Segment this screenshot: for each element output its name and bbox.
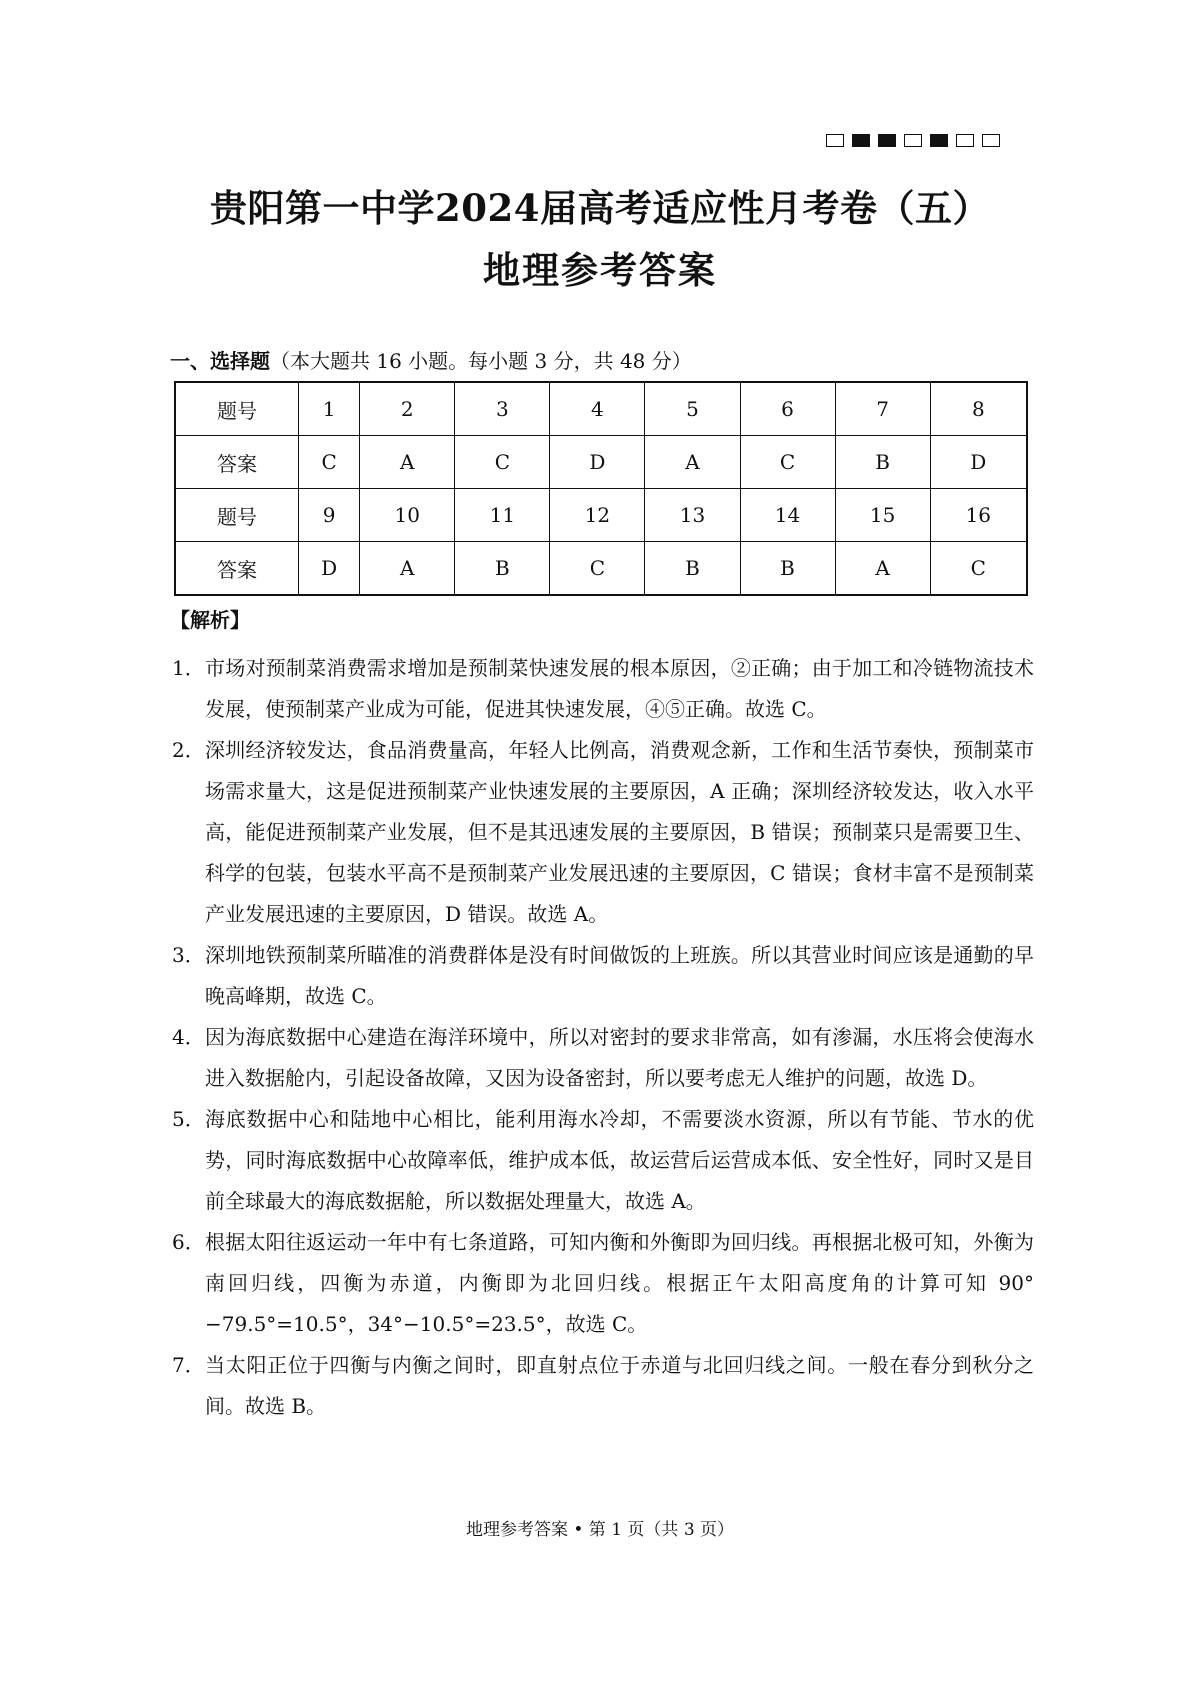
item-number: 1． — [172, 656, 205, 680]
table-cell: 5 — [645, 382, 740, 436]
item-number: 5． — [172, 1107, 205, 1131]
section-heading — [170, 345, 692, 374]
header-mark — [904, 134, 922, 147]
table-cell: A — [645, 436, 740, 489]
row-label: 题号 — [175, 489, 299, 542]
page-footer: 地理参考答案 • 第 1 页（共 3 页） — [465, 1520, 735, 1540]
header-mark — [852, 134, 870, 147]
table-cell: D — [299, 542, 360, 596]
item-text: 海底数据中心和陆地中心相比，能利用海水冷却，不需要淡水资源，所以有节能、节水的优势，同时海底数据中心故障率低，维护成本低，故运营后运营成本低、安全性好，同时又是目前全球最大的海底数据舱，所以数据处理量大，故选 A。 — [205, 1107, 1034, 1213]
item-text: 当太阳正位于四衡与内衡之间时，即直射点位于赤道与北回归线之间。一般在春分到秋分之间。故选 B。 — [205, 1353, 1034, 1418]
item-text: 因为海底数据中心建造在海洋环境中，所以对密封的要求非常高，如有渗漏，水压将会使海水进入数据舱内，引起设备故障，又因为设备密封，所以要考虑无人维护的问题，故选 D。 — [205, 1025, 1034, 1090]
table-row — [175, 382, 1027, 436]
table-cell: 10 — [360, 489, 455, 542]
row-label: 答案 — [175, 542, 299, 596]
item-text: 根据太阳往返运动一年中有七条道路，可知内衡和外衡即为回归线。再根据北极可知，外衡为南回归线，四衡为赤道，内衡即为北回归线。根据正午太阳高度角的计算可知 90°−79.5°=10.5°，34°−10.5°=23.5°，故选 C。 — [205, 1230, 1034, 1336]
item-number: 6． — [172, 1230, 205, 1254]
table-cell: 11 — [455, 489, 550, 542]
table-cell: D — [930, 436, 1027, 489]
analysis-list — [172, 648, 1034, 1427]
table-cell: 7 — [835, 382, 930, 436]
table-cell: 6 — [740, 382, 835, 436]
header-marks — [826, 134, 1000, 147]
table-cell: 13 — [645, 489, 740, 542]
analysis-heading: 【解析】 — [170, 608, 250, 632]
row-label: 题号 — [175, 382, 299, 436]
header-mark — [930, 134, 948, 147]
section-head: 一、选择题 — [170, 349, 270, 373]
header-mark — [878, 134, 896, 147]
row-label: 答案 — [175, 436, 299, 489]
item-text: 市场对预制菜消费需求增加是预制菜快速发展的根本原因，②正确；由于加工和冷链物流技术发展，使预制菜产业成为可能，促进其快速发展，④⑤正确。故选 C。 — [205, 656, 1034, 721]
section-note: （本大题共 16 小题。每小题 3 分，共 48 分） — [270, 349, 692, 373]
item-text: 深圳经济较发达，食品消费量高，年轻人比例高，消费观念新，工作和生活节奏快，预制菜市场需求量大，这是促进预制菜产业快速发展的主要原因，A 正确；深圳经济较发达，收入水平高，能促进预制菜产业发展，但不是其迅速发展的主要原因，B 错误；预制菜只是需要卫生、科学的包装，包装水平高不是预制菜产业发展迅速的主要原因，C 错误；食材丰富不是预制菜产业发展迅速的主要原因，D 错误。故选 A。 — [205, 738, 1034, 926]
list-item — [172, 935, 1034, 1017]
table-cell: C — [930, 542, 1027, 596]
table-cell: C — [299, 436, 360, 489]
page-subtitle: 地理参考答案 — [483, 248, 717, 292]
table-cell: A — [360, 542, 455, 596]
table-row — [175, 436, 1027, 489]
table-cell: A — [360, 436, 455, 489]
table-cell: 16 — [930, 489, 1027, 542]
table-cell: A — [835, 542, 930, 596]
table-cell: 14 — [740, 489, 835, 542]
table-cell: B — [455, 542, 550, 596]
table-row — [175, 542, 1027, 596]
header-mark — [982, 134, 1000, 147]
table-cell: 9 — [299, 489, 360, 542]
table-cell: 3 — [455, 382, 550, 436]
table-cell: C — [455, 436, 550, 489]
list-item — [172, 1345, 1034, 1427]
table-cell: 1 — [299, 382, 360, 436]
list-item — [172, 1099, 1034, 1222]
table-row — [175, 489, 1027, 542]
item-number: 4． — [172, 1025, 205, 1049]
page-title: 贵阳第一中学2024届高考适应性月考卷（五） — [210, 186, 990, 230]
table-cell: 12 — [550, 489, 645, 542]
table-cell: B — [835, 436, 930, 489]
table-cell: B — [740, 542, 835, 596]
list-item — [172, 730, 1034, 935]
table-cell: D — [550, 436, 645, 489]
table-cell: C — [550, 542, 645, 596]
table-cell: 8 — [930, 382, 1027, 436]
item-number: 2． — [172, 738, 205, 762]
answer-table — [174, 381, 1028, 596]
item-text: 深圳地铁预制菜所瞄准的消费群体是没有时间做饭的上班族。所以其营业时间应该是通勤的早晚高峰期，故选 C。 — [205, 943, 1034, 1008]
list-item — [172, 1222, 1034, 1345]
header-mark — [956, 134, 974, 147]
table-cell: 2 — [360, 382, 455, 436]
list-item — [172, 1017, 1034, 1099]
table-cell: 4 — [550, 382, 645, 436]
table-cell: C — [740, 436, 835, 489]
item-number: 7． — [172, 1353, 205, 1377]
table-cell: 15 — [835, 489, 930, 542]
list-item — [172, 648, 1034, 730]
table-cell: B — [645, 542, 740, 596]
item-number: 3． — [172, 943, 205, 967]
header-mark — [826, 134, 844, 147]
